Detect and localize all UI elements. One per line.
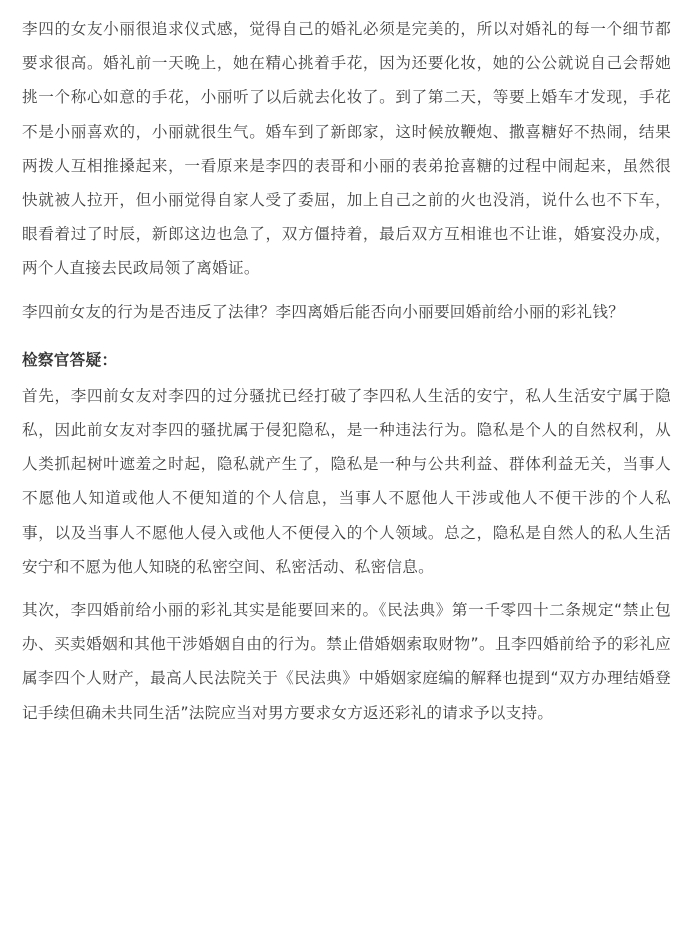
question-paragraph: 李四前女友的行为是否违反了法律？李四离婚后能否向小丽要回婚前给小丽的彩礼钱？ <box>22 302 625 321</box>
answer-heading: 检察官答疑： <box>22 350 118 369</box>
story-paragraph: 李四的女友小丽很追求仪式感，觉得自己的婚礼必须是完美的，所以对婚礼的每一个细节都要求很高。婚礼前一天晚上，她在精心挑着手花，因为还要化妆，她的公公就说自己会帮她挑一个称心如意的手花，小丽听了以后就去化妆了。到了第二天，等要上婚车才发现，手花不是小丽喜欢的，小丽就很生气。婚车到了新郎家，这时候放鞭炮、撒喜糖好不热闹，结果两拨人互相推搡起来，一看原来是李四的表哥和小丽的表弟抢喜糖的过程中闹起来，虽然很快就被人拉开，但小丽觉得自家人受了委屈，加上自己之前的火也没消，说什么也不下车，眼看着过了时辰，新郎这边也急了，双方僵持着，最后双方互相谁也不让谁，婚宴没办成，两个人直接去民政局领了离婚证。 <box>22 20 671 278</box>
answer-paragraph-betrothal-gift: 其次，李四婚前给小丽的彩礼其实是能要回来的。《民法典》第一千零四十二条规定“禁止包办、买卖婚姻和其他干涉婚姻自由的行为。禁止借婚姻索取财物”。且李四婚前给予的彩礼应属李四个人财产，最高人民法院关于《民法典》中婚姻家庭编的解释也提到“双方办理结婚登记手续但确未共同生活”法院应当对男方要求女方返还彩礼的请求予以支持。 <box>22 601 671 722</box>
answer-paragraph-privacy: 首先，李四前女友对李四的过分骚扰已经打破了李四私人生活的安宁，私人生活安宁属于隐私，因此前女友对李四的骚扰属于侵犯隐私，是一种违法行为。隐私是个人的自然权利，从人类抓起树叶遮羞之时起，隐私就产生了，隐私是一种与公共利益、群体利益无关，当事人不愿他人知道或他人不便知道的个人信息，当事人不愿他人干涉或他人不便干涉的个人私事，以及当事人不愿他人侵入或他人不便侵入的个人领域。总之，隐私是自然人的私人生活安宁和不愿为他人知晓的私密空间、私密活动、私密信息。 <box>22 386 671 576</box>
